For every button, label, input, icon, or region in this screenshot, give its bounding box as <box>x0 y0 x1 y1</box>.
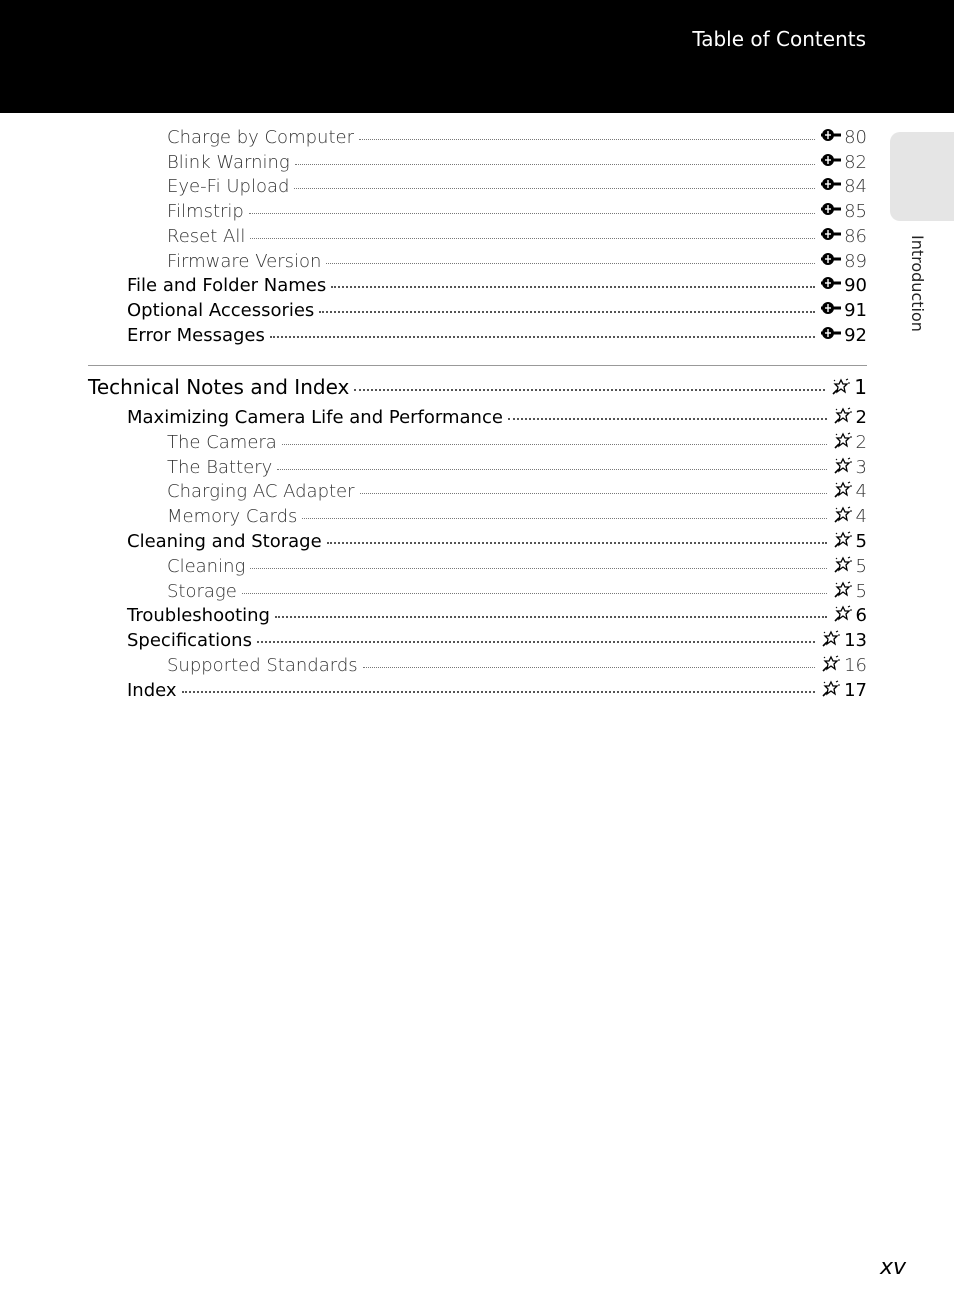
leader-dots <box>275 615 827 618</box>
leader-dots <box>250 567 826 569</box>
toc-entry-page: 1 <box>854 375 867 399</box>
toc-entry-page: 82 <box>844 151 867 173</box>
reference-icon <box>820 152 842 168</box>
reference-icon <box>820 251 842 267</box>
toc-entry-title: Cleaning and Storage <box>127 531 322 552</box>
tip-icon <box>820 655 842 671</box>
toc-entry-title: The Battery <box>167 456 273 478</box>
tip-icon <box>830 378 852 394</box>
leader-dots <box>250 237 815 239</box>
leader-dots <box>257 640 815 643</box>
leader-dots <box>242 592 827 594</box>
tip-icon <box>832 605 854 621</box>
toc-entry-title: Storage <box>167 580 237 602</box>
leader-dots <box>270 335 815 338</box>
leader-dots <box>294 187 815 189</box>
toc-entry-title: Filmstrip <box>167 201 244 223</box>
toc-entry[interactable] <box>167 655 867 676</box>
toc-entry-title: Memory Cards <box>167 506 298 528</box>
reference-icon <box>820 300 842 316</box>
toc-entry[interactable] <box>127 300 867 321</box>
toc-entry-page: 91 <box>844 299 867 321</box>
tip-icon <box>832 432 854 448</box>
leader-dots <box>302 517 826 519</box>
toc-entry[interactable] <box>167 201 867 222</box>
toc-entry-page: 6 <box>855 605 867 627</box>
toc-entry[interactable] <box>167 176 867 197</box>
toc-entry[interactable] <box>167 152 867 173</box>
leader-dots <box>319 310 815 313</box>
toc-entry-page: 2 <box>855 407 867 428</box>
page-number: xv <box>879 1255 906 1280</box>
toc-entry-page: 13 <box>844 630 867 652</box>
tip-icon <box>820 680 842 696</box>
toc-entry[interactable] <box>127 407 867 428</box>
tip-icon <box>832 407 854 423</box>
leader-dots <box>277 468 826 470</box>
toc-entry-page: 4 <box>855 481 867 503</box>
toc-entry-title: Blink Warning <box>167 151 290 173</box>
leader-dots <box>360 492 827 494</box>
leader-dots <box>327 541 827 544</box>
toc-entry[interactable] <box>127 275 867 296</box>
leader-dots <box>295 163 815 165</box>
toc-entry[interactable] <box>88 375 867 399</box>
toc-entry[interactable] <box>167 481 867 502</box>
toc-entry-page: 86 <box>844 225 867 247</box>
toc-entry-title: Index <box>127 679 177 701</box>
tip-icon <box>832 457 854 473</box>
toc-entry-page: 4 <box>855 506 867 528</box>
toc-entry-title: The Camera <box>167 431 277 453</box>
tip-icon <box>832 531 854 547</box>
header-bar <box>0 0 954 113</box>
leader-dots <box>331 285 815 288</box>
toc-entry-page: 89 <box>844 250 867 272</box>
tip-icon <box>832 481 854 497</box>
toc-entry-title: Reset All <box>167 225 246 247</box>
toc-entry-title: Troubleshooting <box>127 605 270 627</box>
toc-entry[interactable] <box>167 457 867 478</box>
section-tab[interactable] <box>890 132 954 221</box>
reference-icon <box>820 226 842 242</box>
toc-entry-page: 84 <box>844 176 867 198</box>
toc-entry-page: 5 <box>855 580 867 602</box>
toc-entry-page: 90 <box>844 275 867 297</box>
reference-icon <box>820 275 842 291</box>
toc-entry-title: Supported Standards <box>167 655 358 676</box>
leader-dots <box>282 443 827 445</box>
toc-entry-title: Specifications <box>127 630 252 652</box>
toc-entry-page: 85 <box>844 201 867 223</box>
leader-dots <box>354 388 825 391</box>
reference-icon <box>820 127 842 143</box>
leader-dots <box>508 417 827 420</box>
leader-dots <box>326 262 815 264</box>
reference-icon <box>820 201 842 217</box>
toc-entry-title: Charging AC Adapter <box>167 481 355 503</box>
section-divider <box>88 365 867 366</box>
reference-icon <box>820 176 842 192</box>
toc-entry-title: Cleaning <box>167 555 246 577</box>
leader-dots <box>249 212 815 214</box>
toc-entry-title: Eye-Fi Upload <box>167 176 290 198</box>
toc-entry-title: Firmware Version <box>167 250 322 272</box>
toc-entry[interactable] <box>127 605 867 626</box>
toc-entry-title: Charge by Computer <box>167 127 354 148</box>
header-title: Table of Contents <box>692 27 866 51</box>
leader-dots <box>359 138 815 140</box>
toc-entry-title: Error Messages <box>127 324 265 346</box>
toc-entry-title: Optional Accessories <box>127 299 315 321</box>
leader-dots <box>363 666 815 668</box>
toc-entry-page: 5 <box>855 555 867 577</box>
toc-entry[interactable] <box>167 556 867 577</box>
toc-entry[interactable] <box>127 325 867 346</box>
toc-entry-page: 3 <box>855 456 867 478</box>
toc-entry[interactable] <box>167 506 867 527</box>
leader-dots <box>182 690 816 693</box>
toc-entry[interactable] <box>167 127 867 148</box>
toc-entry-page: 2 <box>855 431 867 453</box>
toc-entry-page: 92 <box>844 324 867 346</box>
toc-entry[interactable] <box>127 531 867 552</box>
toc-entry-title: Technical Notes and Index <box>88 375 350 399</box>
reference-icon <box>820 325 842 341</box>
tip-icon <box>832 556 854 572</box>
toc-entry-title: Maximizing Camera Life and Performance <box>127 407 503 428</box>
toc-entry[interactable] <box>167 226 867 247</box>
toc-entry[interactable] <box>167 432 867 453</box>
toc-entry[interactable] <box>127 630 867 651</box>
toc-entry-page: 80 <box>844 127 867 148</box>
section-tab-label: Introduction <box>908 235 927 332</box>
toc-entry-title: File and Folder Names <box>127 275 327 297</box>
toc-entry[interactable] <box>167 251 867 272</box>
tip-icon <box>832 581 854 597</box>
toc-entry[interactable] <box>127 680 867 701</box>
tip-icon <box>832 506 854 522</box>
toc-entry-page: 17 <box>844 679 867 701</box>
toc-entry[interactable] <box>167 581 867 602</box>
toc-entry-page: 16 <box>844 655 867 676</box>
tip-icon <box>820 630 842 646</box>
toc-entry-page: 5 <box>855 531 867 552</box>
